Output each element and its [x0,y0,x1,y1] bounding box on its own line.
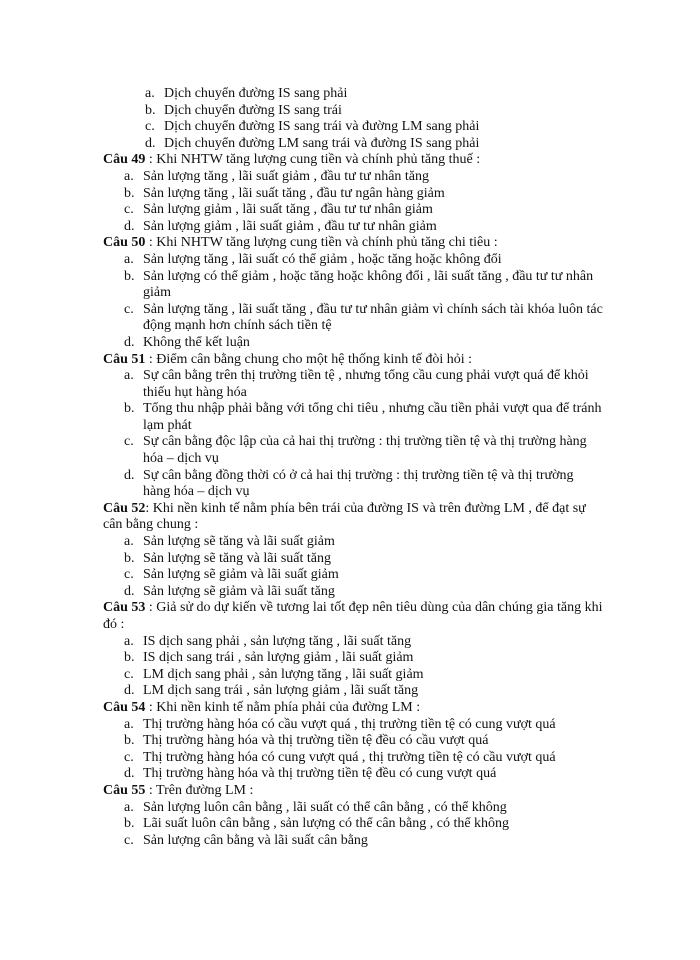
option-letter: b. [124,816,135,832]
option-text: Thị trường hàng hóa có cầu vượt quá , thị trường tiền tệ có cung vượt quá [143,716,556,732]
option-item [103,683,603,700]
option-item [103,434,603,467]
option-item [103,667,603,684]
options-list-52 [103,534,603,600]
option-letter: a. [124,633,134,649]
option-item [103,169,603,186]
option-item [103,584,603,601]
option-text: Lãi suất luôn cân bằng , sản lượng có thể cân bằng , có thể không [143,816,510,832]
option-text: Sản lượng sẽ tăng và lãi suất giảm [143,534,335,550]
option-text: Sản lượng tăng , lãi suất giảm , đầu tư tư nhân tăng [143,168,430,184]
option-text: Sản lượng sẽ giảm và lãi suất tăng [143,583,335,599]
question-51 [103,352,603,369]
option-text: Sự cân bằng đồng thời có ở cả hai thị trường : thị trường tiền tệ và thị trường hàng hóa – dịch vụ [143,467,574,500]
question-text: : Trên đường LM : [145,782,254,798]
option-letter: d. [145,135,156,151]
option-item [103,650,603,667]
option-letter: b. [124,401,135,417]
option-letter: c. [124,202,134,218]
option-text: Tổng thu nhập phải bằng với tổng chi tiêu , nhưng cầu tiền phải vượt qua để tránh lạm phát [143,401,602,433]
question-text: : Giả sử do dự kiến về tương lai tốt đẹp nên tiêu dùng của dân chúng gia tăng khi đó : [103,600,603,632]
option-text: Sản lượng luôn cân bằng , lãi suất có thể cân bằng , có thể không [143,799,507,815]
question-53 [103,600,603,633]
option-text: Sự cân bằng độc lập của cả hai thị trường : thị trường tiền tệ và thị trường hàng hóa – dịch vụ [143,434,587,467]
question-55 [103,783,603,800]
option-item [103,401,603,434]
options-list-55 [103,800,603,850]
option-text: Thị trường hàng hóa và thị trường tiền tệ đều có cung vượt quá [143,766,497,782]
option-letter: b. [145,102,156,118]
question-text: : Khi nền kinh tế nằm phía bên trái của đường IS và trên đường LM , để đạt sự cân bằng chung : [103,500,586,533]
option-item [103,534,603,551]
option-item [103,717,603,734]
option-text: IS dịch sang phải , sản lượng tăng , lãi suất tăng [143,633,412,649]
option-text: Dịch chuyển đường IS sang trái [164,102,342,118]
option-text: Dịch chuyển đường LM sang trái và đường IS sang phải [164,135,480,151]
option-item [103,269,603,302]
option-letter: b. [124,733,135,749]
question-label: Câu 51 [103,351,146,367]
option-text: Thị trường hàng hóa có cung vượt quá , thị trường tiền tệ có cầu vượt quá [143,749,556,765]
option-text: Thị trường hàng hóa và thị trường tiền tệ đều có cầu vượt quá [143,733,489,749]
option-item [103,252,603,269]
option-item [103,750,603,767]
option-item [103,733,603,750]
document-content [103,86,603,849]
option-text: Sản lượng tăng , lãi suất có thể giảm , hoặc tăng hoặc không đổi [143,251,502,267]
option-text: Sản lượng giảm , lãi suất tăng , đầu tư tư nhân giảm [143,202,433,218]
option-letter: b. [124,185,135,201]
option-item [103,368,603,401]
option-text: LM dịch sang phải , sản lượng tăng , lãi suất giảm [143,666,424,682]
option-letter: b. [124,650,135,666]
option-item [103,302,603,335]
option-text: Sản lượng sẽ tăng và lãi suất tăng [143,550,332,566]
option-letter: b. [124,550,135,566]
option-item [103,567,603,584]
option-item [103,766,603,783]
option-letter: d. [124,766,135,782]
options-list-49 [103,169,603,235]
option-letter: b. [124,268,135,284]
option-letter: a. [124,534,134,550]
option-item [103,202,603,219]
option-text: Sản lượng có thể giảm , hoặc tăng hoặc không đổi , lãi suất tăng , đầu tư tư nhân giảm [143,268,594,301]
question-text: : Khi nền kinh tế nằm phía phải của đường LM : [145,699,421,715]
option-item [103,86,603,103]
option-item [103,219,603,236]
question-label: Câu 49 [103,152,146,168]
option-text: Sản lượng giảm , lãi suất giảm , đầu tư tư nhân giảm [143,218,437,234]
option-letter: d. [124,334,135,350]
option-text: Không thể kết luận [143,334,250,350]
option-letter: c. [124,666,134,682]
question-label: Câu 54 [103,699,146,715]
option-letter: d. [124,683,135,699]
question-text: : Khi NHTW tăng lượng cung tiền và chính phủ tăng thuế : [145,152,481,168]
option-letter: c. [124,567,134,583]
option-item [103,551,603,568]
option-item [103,833,603,850]
option-letter: d. [124,218,135,234]
option-text: Dịch chuyển đường IS sang phải [164,86,348,101]
question-label: Câu 52 [103,500,146,516]
option-letter: a. [124,716,134,732]
options-list-previous [103,86,603,152]
option-letter: a. [145,86,155,101]
option-item [103,634,603,651]
question-label: Câu 53 [103,600,146,616]
options-list-50 [103,252,603,352]
option-letter: a. [124,168,134,184]
options-list-51 [103,368,603,501]
option-item [103,816,603,833]
option-item [103,186,603,203]
option-letter: c. [124,301,134,317]
question-label: Câu 50 [103,235,146,251]
option-item [103,335,603,352]
option-text: Sản lượng tăng , lãi suất tăng , đầu tư tư nhân giảm vì chính sách tài khóa luôn tác động mạnh hơn chính sách tiền tệ [143,301,603,334]
options-list-54 [103,717,603,783]
option-letter: d. [124,467,135,483]
option-text: Sản lượng tăng , lãi suất tăng , đầu tư ngân hàng giảm [143,185,445,201]
option-letter: c. [124,434,134,450]
option-item [103,136,603,153]
option-text: Sản lượng sẽ giảm và lãi suất giảm [143,567,339,583]
option-text: Sản lượng cân bằng và lãi suất cân bằng [143,832,368,848]
question-text: : Khi NHTW tăng lượng cung tiền và chính phủ tăng chi tiêu : [145,235,498,251]
option-item [103,103,603,120]
question-54 [103,700,603,717]
option-item [103,119,603,136]
question-52 [103,501,603,534]
option-letter: a. [124,799,134,815]
question-text: : Điểm cân bằng chung cho một hệ thống kinh tế đòi hỏi : [145,351,473,367]
question-label: Câu 55 [103,782,146,798]
question-49 [103,152,603,169]
options-list-53 [103,634,603,700]
option-text: Dịch chuyển đường IS sang trái và đường LM sang phải [164,119,480,135]
option-letter: c. [145,119,155,135]
option-letter: d. [124,583,135,599]
option-item [103,468,603,501]
option-text: IS dịch sang trái , sản lượng giảm , lãi suất giảm [143,650,414,666]
option-letter: c. [124,832,134,848]
option-letter: a. [124,251,134,267]
option-letter: c. [124,749,134,765]
option-text: Sự cân bằng trên thị trường tiền tệ , nhưng tổng cầu cung phải vượt quá để khỏi thiếu hụt hàng hóa [143,368,589,400]
question-50 [103,235,603,252]
option-text: LM dịch sang trái , sản lượng giảm , lãi suất tăng [143,683,419,699]
option-item [103,800,603,817]
option-letter: a. [124,368,134,384]
